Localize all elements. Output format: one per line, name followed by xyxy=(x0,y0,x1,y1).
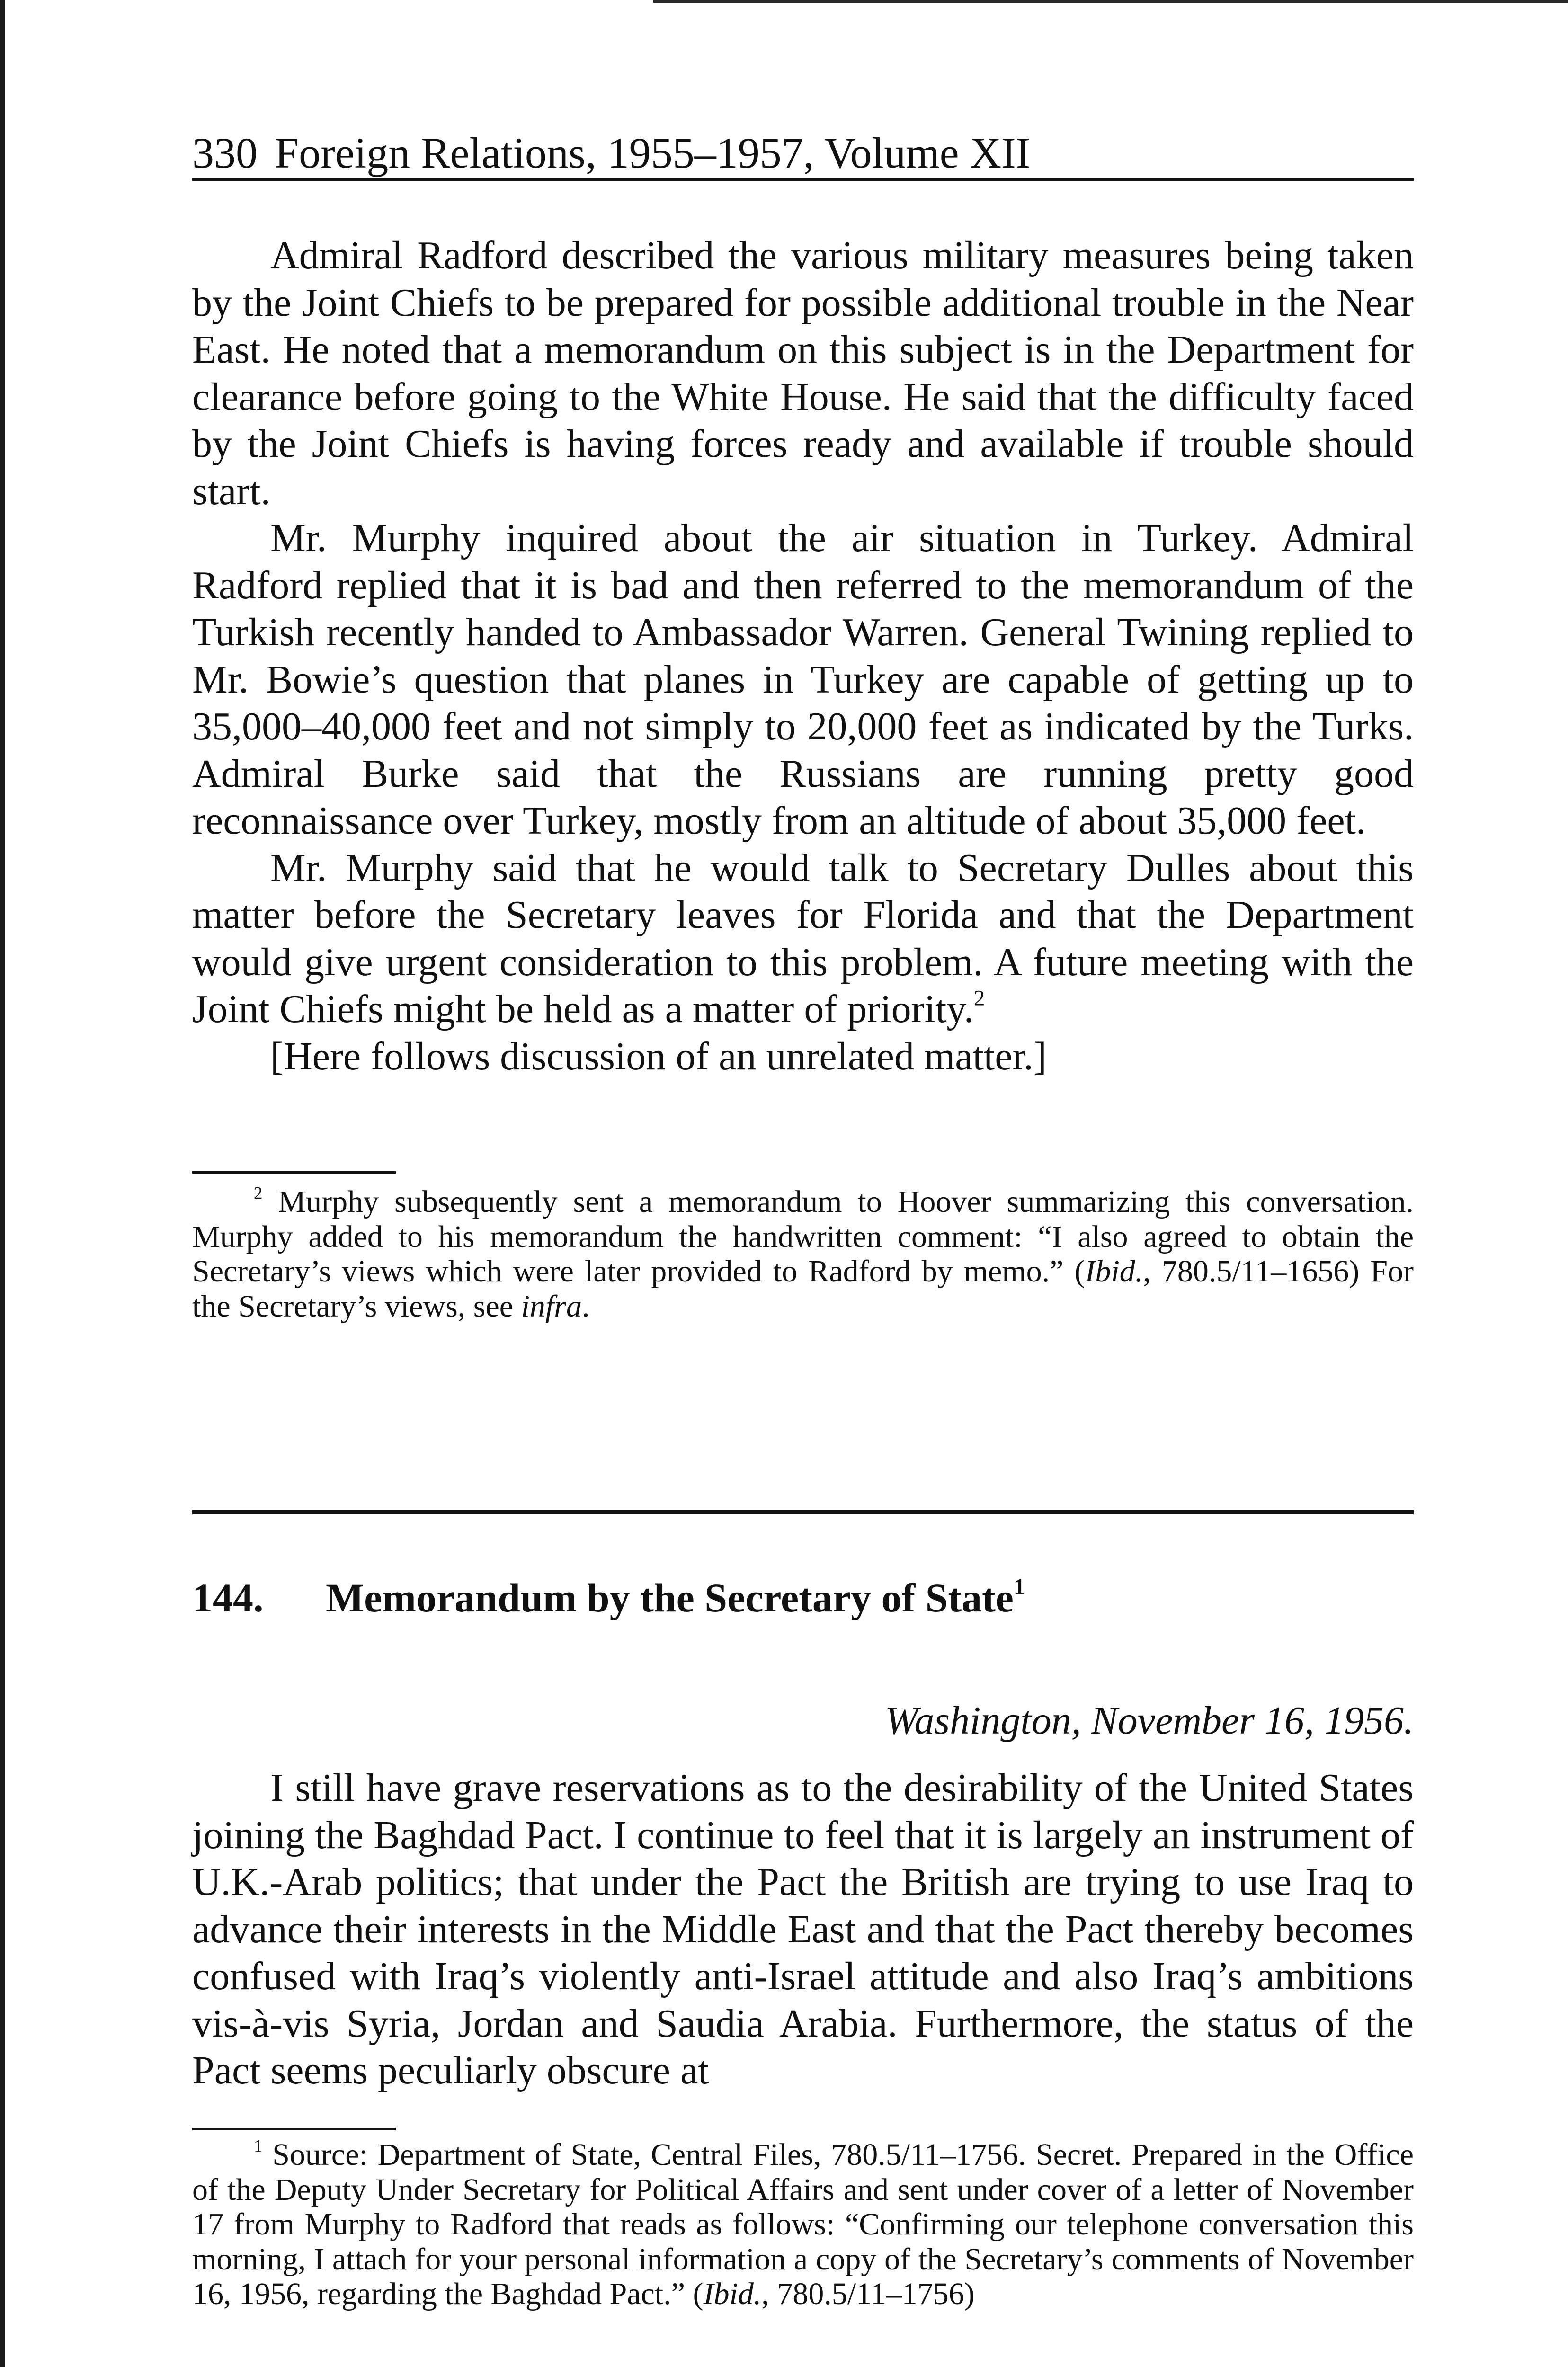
continued-text xyxy=(192,232,1414,1080)
footnote-marker: 1 xyxy=(254,2136,263,2156)
paragraph xyxy=(192,845,1414,1033)
document-body xyxy=(192,1764,1414,2094)
document-title: Memorandum by the Secretary of State xyxy=(326,1575,1014,1620)
paragraph: Mr. Murphy inquired about the air situation in Turkey. Admiral Radford replied that it is bad and then referred to the memorandum of the Turkish recently handed to Ambassador Warren. General Twining replied to Mr. Bowie’s question that planes in Turkey are capable of getting up to 35,000–40,000 feet and not simply to 20,000 feet as indicated by the Turks. Admiral Burke said that the Russians are running pretty good reconnaissance over Turkey, mostly from an altitude of about 35,000 feet. xyxy=(192,516,1414,843)
footnote-text-part: Murphy subsequently sent a memorandum to Hoover summarizing this conversation. Murphy added to his memorandum the handwritten comment: “I also agreed to obtain the Secretary’s views which were later provided to Radford by memo.” ( xyxy=(192,1184,1414,1289)
paragraph: Admiral Radford described the various military measures being taken by the Joint Chiefs to be prepared for possible additional trouble in the Near East. He noted that a memorandum on this subject is in the Department for clearance before going to the White House. He said that the difficulty faced by the Joint Chiefs is having forces ready and available if trouble should start. xyxy=(192,233,1414,513)
footnote-text-part: Source: Department of State, Central Files, 780.5/11–1756. Secret. Prepared in the Office of the Deputy Under Secretary for Political Affairs and sent under cover of a letter of November 17 from Murphy to Radford that reads as follows: “Confirming our telephone conversation this morning, I attach for your personal information a copy of the Secretary’s comments of November 16, 1956, regarding the Baghdad Pact.” ( xyxy=(192,2137,1414,2311)
running-head xyxy=(192,127,1414,179)
dateline: Washington, November 16, 1956. xyxy=(885,1699,1414,1743)
ibid: Ibid. xyxy=(703,2277,762,2311)
page-number: 330 xyxy=(192,129,258,177)
footnote-marker: 2 xyxy=(254,1183,263,1203)
footnote-text-part: , 780.5/11–1756) xyxy=(761,2277,975,2311)
footnote-ref[interactable]: 1 xyxy=(1013,1574,1025,1600)
scan-edge-top xyxy=(653,0,1568,3)
document-number: 144. xyxy=(192,1575,264,1620)
infra: infra xyxy=(521,1289,582,1324)
footnote-text-part: . xyxy=(581,1289,590,1324)
ibid: Ibid. xyxy=(1085,1254,1143,1289)
footnote xyxy=(192,1184,1414,1324)
footnote xyxy=(192,2137,1414,2312)
document-heading xyxy=(192,1572,1414,1624)
footnote-text-part: , 780.5/11–1656) For the Secretary’s views, see xyxy=(192,1254,1414,1324)
footnote-text xyxy=(192,2137,1414,2312)
running-head-title: Foreign Relations, 1955–1957, Volume XII xyxy=(275,129,1031,177)
footnote-text xyxy=(192,1184,1414,1324)
header-rule xyxy=(192,178,1414,181)
footnote-rule xyxy=(192,2128,396,2130)
scan-edge-left xyxy=(0,0,5,2367)
paragraph: I still have grave reservations as to the desirability of the United States joining the Baghdad Pact. I continue to feel that it is largely an instrument of U.K.-Arab politics; that under the Pact the British are trying to use Iraq to advance their interests in the Middle East and that the Pact thereby becomes confused with Iraq’s violently anti-Israel attitude and also Iraq’s ambitions vis-à-vis Syria, Jordan and Saudia Arabia. Furthermore, the status of the Pact seems peculiarly obscure at xyxy=(192,1766,1414,2092)
paragraph-text: Mr. Murphy said that he would talk to Secretary Dulles about this matter before the Secretary leaves for Florida and that the Department would give urgent consideration to this problem. A future meeting with the Joint Chiefs might be held as a matter of priority. xyxy=(192,845,1414,1031)
editorial-note: [Here follows discussion of an unrelated matter.] xyxy=(270,1034,1047,1078)
footnote-ref[interactable]: 2 xyxy=(973,986,985,1011)
section-rule xyxy=(192,1510,1414,1514)
footnote-rule xyxy=(192,1171,396,1174)
